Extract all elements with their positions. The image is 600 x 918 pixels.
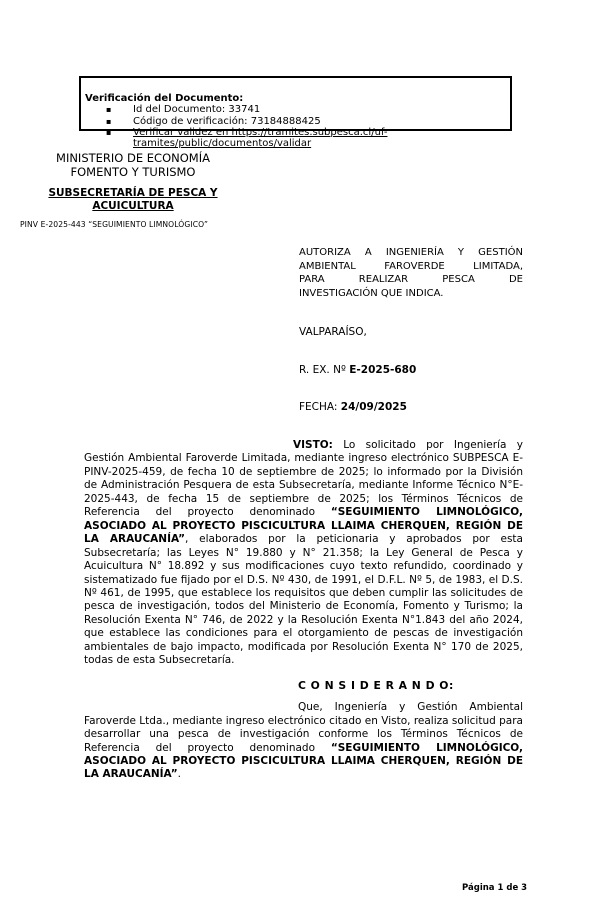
page-indicator: Página 1 de 3 bbox=[462, 883, 528, 893]
visto-text-before: Lo solicitado por Ingeniería y Gestión Ambiental Faroverde Limitada, mediante ingreso electrónico SUBPESCA E-PINV-2025-459, de fecha 10 de septiembre de 2025; lo informado por la División de Administración Pesquera de esta Subsecretaría, mediante Informe Técnico N°E-2025-443, de fecha 15 de septiembre de 2025; los Términos Técnicos de Referencia del proyecto denominado bbox=[84, 439, 523, 519]
ministry-line1: MINISTERIO DE ECONOMÍA bbox=[56, 151, 210, 165]
verification-box-content bbox=[85, 93, 506, 149]
verification-item-validate-url bbox=[85, 127, 506, 150]
resolution-title bbox=[299, 246, 523, 300]
resolution-date-label: FECHA: bbox=[299, 401, 341, 413]
file-reference: PINV E-2025-443 “SEGUIMIENTO LIMNOLÓGICO” bbox=[20, 220, 209, 229]
resolution-date bbox=[299, 401, 407, 413]
bullet-icon: ▪ bbox=[106, 127, 112, 137]
verification-title: Verificación del Documento: bbox=[85, 93, 244, 104]
resolution-title-line3: PARA REALIZAR PESCA DE bbox=[299, 274, 523, 285]
bullet-icon: ▪ bbox=[106, 116, 112, 126]
considerando-text-after: . bbox=[177, 768, 181, 781]
visto-label: VISTO: bbox=[293, 439, 333, 451]
visto-paragraph bbox=[84, 439, 523, 668]
visto-project-name: “SEGUIMIENTO LIMNOLÓGICO, ASOCIADO AL PROYECTO PISCICULTURA LLAIMA CHERQUEN, REGIÓN DE LA ARAUCANÍA” bbox=[84, 506, 523, 546]
resolution-number-label: R. EX. Nº bbox=[299, 364, 350, 376]
visto-text-after: , elaborados por la peticionaria y aprobados por esta Subsecretaría; las Leyes N° 19.880 y N° 21.358; la Ley General de Pesca y Acuicultura N° 18.892 y sus modificaciones cuyo texto refundido, coordinado y sistematizado fue fijado por el D.S. Nº 430, de 1991, el D.F.L. Nº 5, de 1983, el D.S. Nº 461, de 1995, que establece los requisitos que deben cumplir las solicitudes de pesca de investigación, todos del Ministerio de Economía, Fomento y Turismo; la Resolución Exenta N° 746, de 2022 y la Resolución Exenta N°1.843 del año 2024, que establece las condiciones para el otorgamiento de pescas de investigación ambientales de bajo impacto, modificada por Resolución Exenta N° 170 de 2025, todas de esta Subsecretaría. bbox=[84, 533, 523, 667]
considerando-project-name: “SEGUIMIENTO LIMNOLÓGICO, ASOCIADO AL PROYECTO PISCICULTURA LLAIMA CHERQUEN, REGIÓN DE LA ARAUCANÍA” bbox=[84, 741, 523, 781]
verification-code-text: Código de verificación: 73184888425 bbox=[133, 115, 321, 127]
resolution-title-line1: AUTORIZA A INGENIERÍA Y GESTIÓN bbox=[299, 247, 523, 258]
subsecretariat-line1: SUBSECRETARÍA DE PESCA Y bbox=[48, 187, 218, 199]
city-line: VALPARAÍSO, bbox=[299, 326, 367, 338]
verification-box bbox=[79, 76, 512, 150]
verification-item-code bbox=[85, 116, 506, 127]
considerando-text-before: Que, Ingeniería y Gestión Ambiental Faroverde Ltda., mediante ingreso electrónico citado en Visto, realiza solicitud para desarrollar una pesca de investigación conforme los Términos Técnicos de Referencia del proyecto denominado bbox=[84, 701, 523, 754]
resolution-number-value: E-2025-680 bbox=[349, 364, 417, 376]
subsecretariat-line2: ACUICULTURA bbox=[92, 199, 174, 212]
considerando-heading: C O N S I D E R A N D O: bbox=[298, 678, 454, 692]
resolution-date-value: 24/09/2025 bbox=[340, 401, 407, 413]
document-body bbox=[84, 439, 523, 782]
verification-validate-link[interactable]: Verificar validez en https://tramites.subpesca.cl/uf-tramites/public/documentos/validar bbox=[133, 126, 388, 150]
letterhead bbox=[33, 152, 233, 212]
bullet-icon: ▪ bbox=[106, 105, 112, 115]
verification-document-id-text: Id del Documento: 33741 bbox=[133, 104, 261, 116]
ministry-line2: FOMENTO Y TURISMO bbox=[70, 164, 196, 179]
verification-item-document-id bbox=[85, 104, 506, 115]
resolution-title-line2: AMBIENTAL FAROVERDE LIMITADA, bbox=[299, 260, 523, 272]
considerando-paragraph bbox=[84, 701, 523, 782]
resolution-number bbox=[299, 364, 416, 376]
resolution-title-line4: INVESTIGACIÓN QUE INDICA. bbox=[299, 287, 444, 299]
